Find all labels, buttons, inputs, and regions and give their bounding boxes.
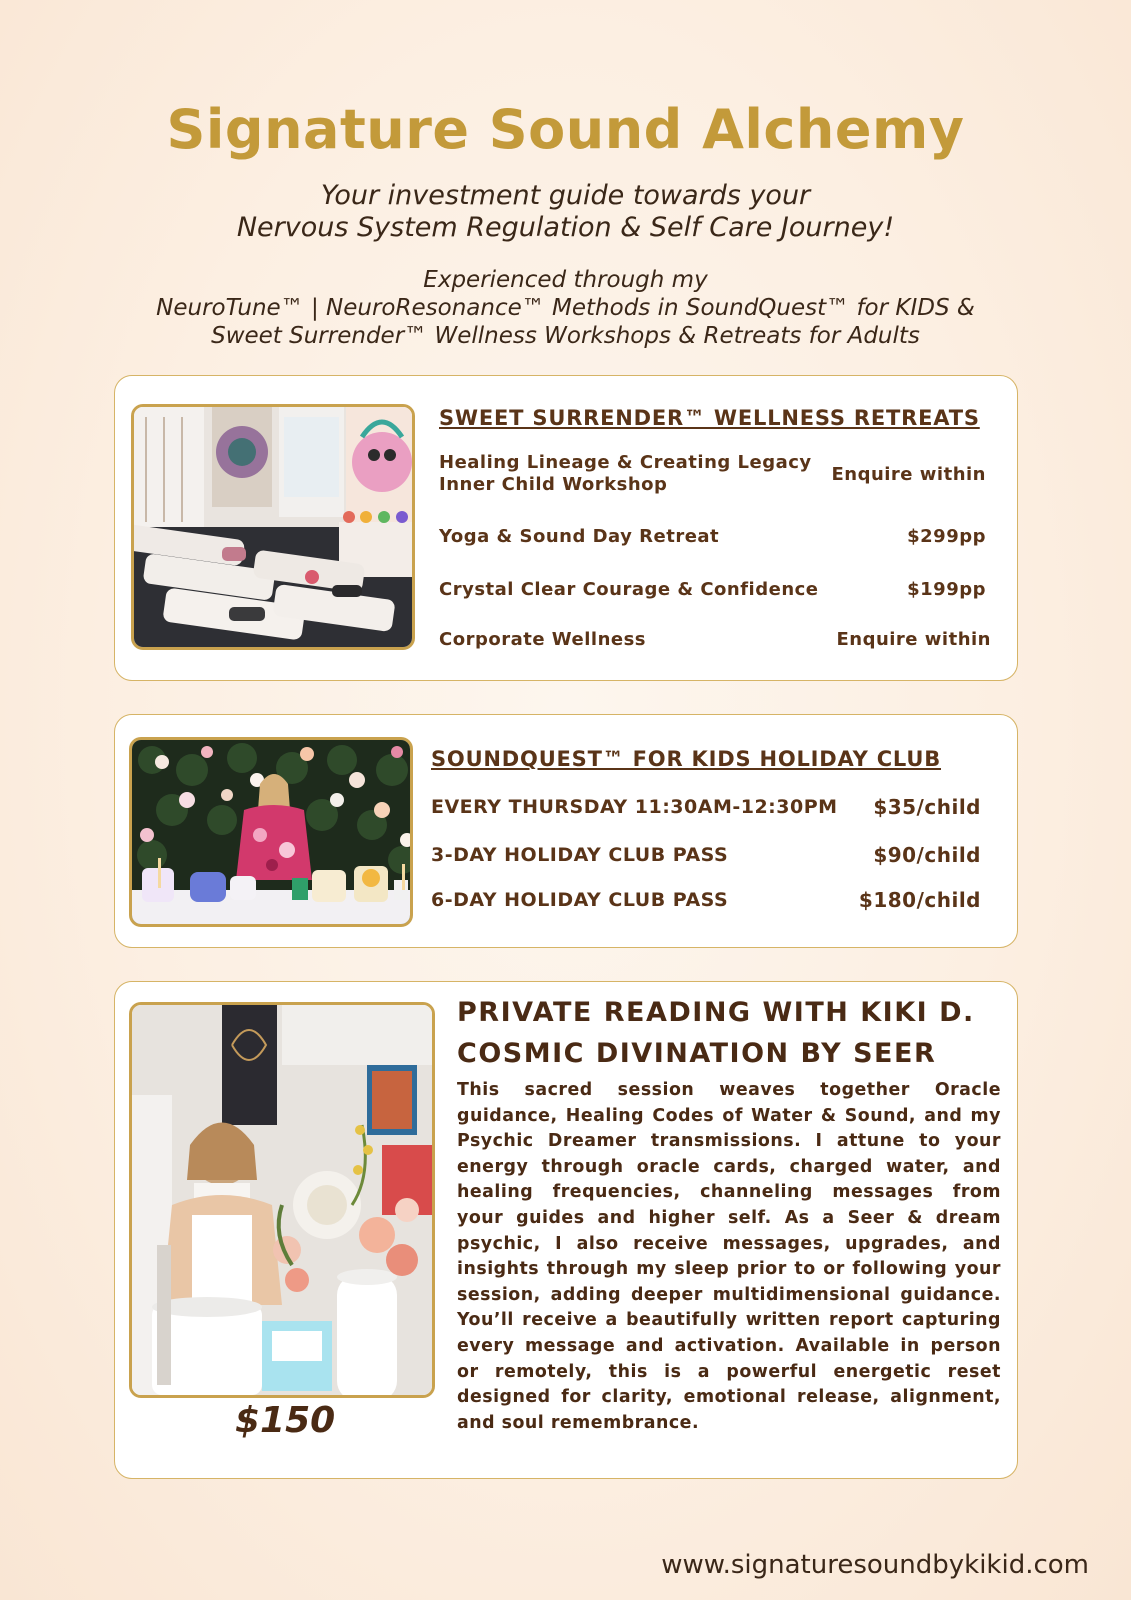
kids-item-label: EVERY THURSDAY 11:30AM-12:30PM: [431, 796, 838, 818]
kids-item-price: $35/child: [873, 795, 981, 819]
intro-line: Experienced through my: [423, 267, 708, 293]
kids-club-card: [114, 714, 1018, 948]
reading-title-line: COSMIC DIVINATION BY SEER: [457, 1038, 937, 1069]
retreat-item-label: [439, 452, 812, 496]
retreat-item-label: Crystal Clear Courage & Confidence: [439, 579, 819, 600]
reading-title: [457, 992, 975, 1074]
retreat-item-price: Enquire within: [831, 464, 986, 485]
kids-club-photo: [129, 737, 413, 927]
retreat-item-price: $199pp: [907, 579, 986, 600]
reading-title-line: PRIVATE READING WITH KIKI D.: [457, 997, 975, 1028]
intro-line: Sweet Surrender™ Wellness Workshops & Retreats for Adults: [211, 323, 920, 349]
subtitle-line: Nervous System Regulation & Self Care Journey!: [236, 212, 895, 243]
retreat-item-label-line: Inner Child Workshop: [439, 474, 668, 495]
reading-description: This sacred session weaves together Oracle guidance, Healing Codes of Water & Sound, and my Psychic Dreamer transmissions. I attune to your energy through oracle cards, charged water, and healing frequencies, channeling messages from your guides and higher self. As a Seer & dream psychic, I also receive messages, upgrades, and insights through my sleep prior to or following your session, adding deeper multidimensional guidance. You’ll receive a beautifully written report capturing every message and activation. Available in person or remotely, this is a powerful energetic reset designed for clarity, emotional release, alignment, and soul remembrance.: [457, 1080, 1001, 1433]
intro-line: NeuroTune™ | NeuroResonance™ Methods in SoundQuest™ for KIDS &: [156, 295, 975, 321]
retreats-section-title: SWEET SURRENDER™ WELLNESS RETREATS: [439, 406, 980, 430]
kids-item-label: 6-DAY HOLIDAY CLUB PASS: [431, 889, 729, 911]
kids-item-price: $180/child: [858, 888, 981, 912]
kids-item-price: $90/child: [873, 843, 981, 867]
retreat-room-photo: [131, 404, 415, 650]
subtitle-line: Your investment guide towards your: [320, 180, 811, 211]
website-url[interactable]: www.signaturesoundbykikid.com: [661, 1550, 1089, 1580]
retreats-card: [114, 375, 1018, 681]
reading-price: $150: [235, 1400, 336, 1441]
retreat-item-label: Yoga & Sound Day Retreat: [439, 526, 720, 547]
subtitle: [0, 180, 1131, 244]
kids-section-title: SOUNDQUEST™ FOR KIDS HOLIDAY CLUB: [431, 747, 941, 771]
retreat-item-price: $299pp: [907, 526, 986, 547]
private-reading-card: [114, 981, 1018, 1479]
retreat-item-label-line: Healing Lineage & Creating Legacy: [439, 452, 812, 473]
retreat-item-label: Corporate Wellness: [439, 629, 647, 650]
retreat-item-price: Enquire within: [836, 629, 991, 650]
kids-item-label: 3-DAY HOLIDAY CLUB PASS: [431, 844, 729, 866]
private-reading-photo: [129, 1002, 435, 1398]
page-title: Signature Sound Alchemy: [166, 98, 965, 161]
intro-text: [0, 266, 1131, 350]
